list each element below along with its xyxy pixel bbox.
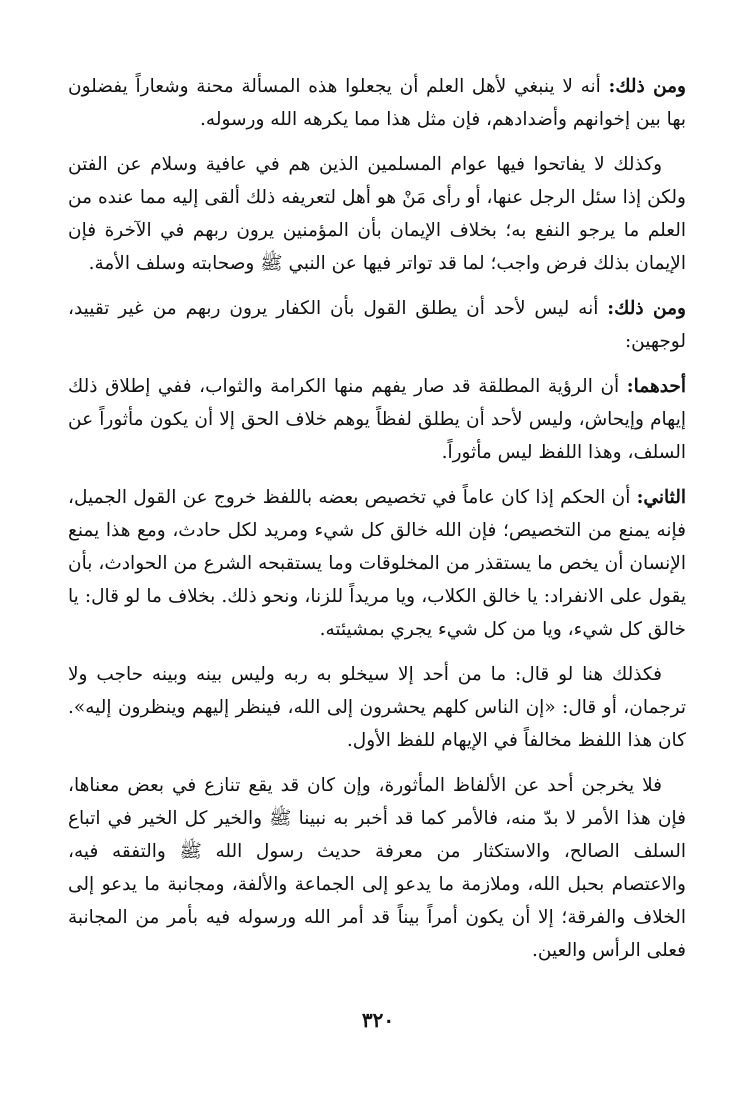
paragraph-text: أنه ليس لأحد أن يطلق القول بأن الكفار يرون ربهم من غير تقييد، لوجهين: (68, 298, 686, 352)
paragraph-6 (68, 658, 686, 757)
paragraph-3 (68, 292, 686, 358)
paragraph-text: أن الحكم إذا كان عاماً في تخصيص بعضه باللفظ خروج عن القول الجميل، فإنه يمنع من التخصيص؛ فإن الله خالق كل شيء ومريد لكل حادث، ومع هذا يمنع الإنسان أن يخص ما يستقذر من المخلوقات وما يستقبحه الشرع من الحوادث، بأن يقول على الانفراد: يا خالق الكلاب، ويا مريداً للزنا، ونحو ذلك. بخلاف ما لو قال: يا خالق كل شيء، ويا من كل شيء يجري بمشيئته. (68, 487, 686, 640)
paragraph-text: وكذلك لا يفاتحوا فيها عوام المسلمين الذين هم في عافية وسلام عن الفتن ولكن إذا سئل الرجل عنها، أو رأى مَنْ هو أهل لتعريفه ذلك ألقى إليه مما عنده من العلم ما يرجو النفع به؛ بخلاف الإيمان بأن المؤمنين يرون ربهم في الآخرة فإن الإيمان بذلك فرض واجب؛ لما قد تواتر فيها عن النبي ﷺ وصحابته وسلف الأمة. (68, 154, 686, 274)
paragraph-lead: ومن ذلك: (608, 76, 686, 97)
paragraph-7 (68, 769, 686, 967)
paragraph-1 (68, 70, 686, 136)
paragraph-lead: ومن ذلك: (607, 298, 686, 319)
page-number: ٣٢٠ (361, 1008, 395, 1032)
paragraph-lead: الثاني: (636, 487, 686, 508)
paragraph-lead: أحدهما: (626, 376, 686, 397)
paragraph-text: فلا يخرجن أحد عن الألفاظ المأثورة، وإن كان قد يقع تنازع في بعض معناها، فإن هذا الأمر لا بدّ منه، فالأمر كما قد أخبر به نبينا ﷺ والخير كل الخير في اتباع السلف الصالح، والاستكثار من معرفة حديث رسول الله ﷺ والتفقه فيه، والاعتصام بحبل الله، وملازمة ما يدعو إلى الجماعة والألفة، ومجانبة ما يدعو إلى الخلاف والفرقة؛ إلا أن يكون أمراً بيناً قد أمر الله ورسوله فيه بأمر من المجانبة فعلى الرأس والعين. (68, 775, 686, 961)
paragraph-text: أنه لا ينبغي لأهل العلم أن يجعلوا هذه المسألة محنة وشعاراً يفضلون بها بين إخوانهم وأضدادهم، فإن مثل هذا مما يكرهه الله ورسوله. (68, 76, 686, 130)
paragraph-2 (68, 148, 686, 280)
paragraph-text: فكذلك هنا لو قال: ما من أحد إلا سيخلو به ربه وليس بينه وبينه حاجب ولا ترجمان، أو قال: «إن الناس كلهم يحشرون إلى الله، فينظر إليهم وينظرون إليه». كان هذا اللفظ مخالفاً في الإيهام للفظ الأول. (68, 664, 686, 751)
paragraph-4 (68, 370, 686, 469)
paragraph-text: أن الرؤية المطلقة قد صار يفهم منها الكرامة والثواب، ففي إطلاق ذلك إيهام وإيحاش، وليس لأحد أن يطلق لفظاً يوهم خلاف الحق إلا أن يكون مأثوراً عن السلف، وهذا اللفظ ليس مأثوراً. (68, 376, 686, 463)
body-text (68, 70, 686, 967)
paragraph-5 (68, 481, 686, 646)
